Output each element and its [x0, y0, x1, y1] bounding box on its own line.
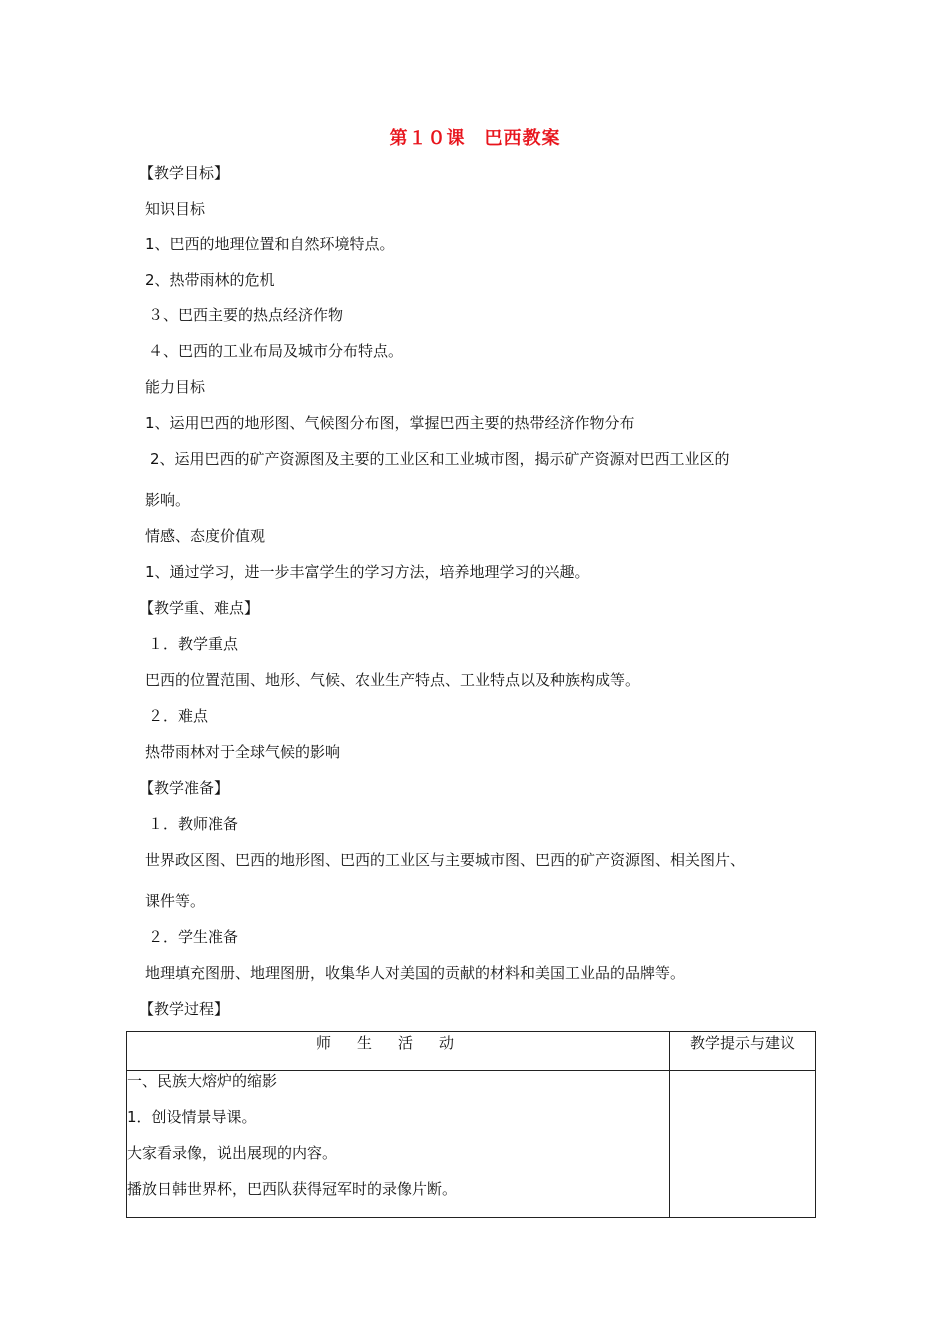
activity-cell — [127, 1071, 670, 1218]
subheading-key-point: １．教学重点 — [148, 635, 239, 653]
section-heading-key-points: 【教学重、难点】 — [139, 599, 260, 617]
paragraph: 热带雨林对于全球气候的影响 — [145, 743, 341, 761]
paragraph: 巴西的位置范围、地形、气候、农业生产特点、工业特点以及种族构成等。 — [145, 671, 641, 689]
subheading-teacher-prep: １．教师准备 — [148, 815, 239, 833]
section-heading-objectives: 【教学目标】 — [139, 164, 230, 182]
list-item: 1、通过学习，进一步丰富学生的学习方法，培养地理学习的兴趣。 — [145, 563, 590, 581]
table-row: 1．创设情景导课。 — [127, 1108, 257, 1126]
section-heading-process: 【教学过程】 — [139, 1000, 230, 1018]
subheading-attitude: 情感、态度价值观 — [145, 527, 266, 545]
paragraph: 地理填充图册、地理图册，收集华人对美国的贡献的材料和美国工业品的品牌等。 — [145, 964, 686, 982]
section-heading-preparation: 【教学准备】 — [139, 779, 230, 797]
list-item-continuation: 影响。 — [145, 491, 191, 509]
table-row: 播放日韩世界杯，巴西队获得冠军时的录像片断。 — [127, 1180, 458, 1198]
list-item: ３、巴西主要的热点经济作物 — [148, 306, 344, 324]
list-item: 1、运用巴西的地形图、气候图分布图，掌握巴西主要的热带经济作物分布 — [145, 414, 635, 432]
subheading-student-prep: ２．学生准备 — [148, 928, 239, 946]
list-item: ４、巴西的工业布局及城市分布特点。 — [148, 342, 404, 360]
table-row: 一、民族大熔炉的缩影 — [127, 1072, 278, 1090]
teaching-process-table — [126, 1031, 816, 1218]
list-item: 2、热带雨林的危机 — [145, 271, 275, 289]
page-title: 第１０课 巴西教案 — [389, 128, 561, 149]
subheading-knowledge: 知识目标 — [145, 200, 206, 218]
header-activity — [127, 1032, 670, 1071]
header-tips: 教学提示与建议 — [670, 1032, 816, 1071]
tips-cell — [670, 1071, 816, 1218]
subheading-ability: 能力目标 — [145, 378, 206, 396]
paragraph-continuation: 课件等。 — [145, 892, 206, 910]
list-item: 2、运用巴西的矿产资源图及主要的工业区和工业城市图，揭示矿产资源对巴西工业区的 — [150, 450, 730, 468]
list-item: 1、巴西的地理位置和自然环境特点。 — [145, 235, 395, 253]
subheading-difficulty: ２．难点 — [148, 707, 209, 725]
table-row: 大家看录像，说出展现的内容。 — [127, 1144, 338, 1162]
header-activity-label: 师生活动 — [315, 1034, 480, 1052]
paragraph: 世界政区图、巴西的地形图、巴西的工业区与主要城市图、巴西的矿产资源图、相关图片、 — [145, 851, 746, 869]
